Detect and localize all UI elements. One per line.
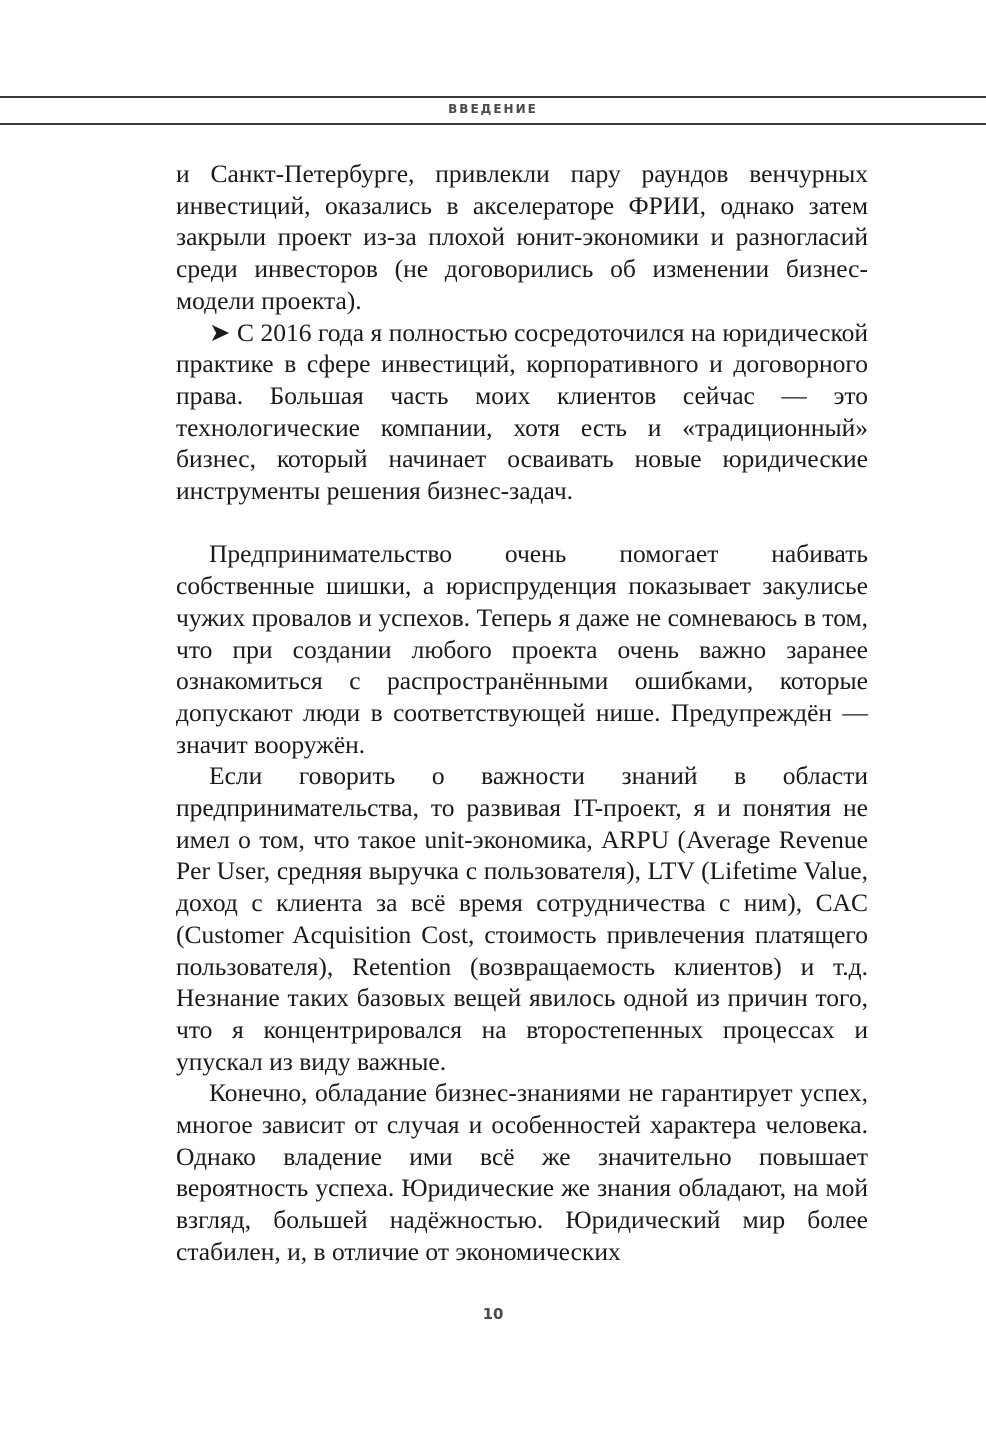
header-rule-bottom <box>0 123 986 125</box>
page-number: 10 <box>482 1305 504 1323</box>
body-text <box>176 158 868 1268</box>
paragraph-4: Если говорить о важности знаний в области предпринимательства, то развивая IT-проект, я и понятия не имел о том, что такое unit-экономика, ARPU (Average Revenue Per User, средняя выручка с пользователя), LTV (Lifetime Value, доход с клиента за всё время сотрудничества с ним), CAC (Customer Acquisition Cost, стоимость привлечения платящего пользователя), Retention (возвращаемость клиентов) и т.д. Незнание таких базовых вещей явилось одной из причин того, что я концентрировался на второстепенных процессах и упускал из виду важные. <box>176 761 868 1076</box>
arrow-bullet-icon: ➤ <box>209 317 231 347</box>
paragraph-3: Предпринимательство очень помогает набивать собственные шишки, а юриспруденция показывает закулисье чужих провалов и успехов. Теперь я даже не сомневаюсь в том, что при создании любого проекта очень важно заранее ознакомиться с распространёнными ошибками, которые допускают люди в соответствующей нише. Предупреждён — значит вооружён. <box>176 539 868 759</box>
paragraph-1: и Санкт-Петербурге, привлекли пару раундов венчурных инвестиций, оказались в акселераторе ФРИИ, однако затем закрыли проект из-за плохой юнит-экономики и разногласий среди инвесторов (не договорились об изменении бизнес-модели проекта). <box>176 159 868 315</box>
paragraph-2-text: С 2016 года я полностью сосредоточился на юридической практике в сфере инвестиций, корпоративного и договорного права. Большая часть моих клиентов сейчас — это технологические компании, хотя есть и «традиционный» бизнес, который начинает осваивать новые юридические инструменты решения бизнес-задач. <box>176 317 868 506</box>
running-head: ВВЕДЕНИЕ <box>448 102 538 116</box>
paragraph-gap <box>176 507 868 539</box>
paragraph-5: Конечно, обладание бизнес-знаниями не гарантирует успех, многое зависит от случая и особенностей характера человека. Однако владение ими всё же значительно повышает вероятность успеха. Юридические же знания обладают, на мой взгляд, большей надёжностью. Юридический мир более стабилен, и, в отличие от экономических <box>176 1078 868 1266</box>
header-rule-top <box>0 96 986 98</box>
paragraph-2-bullet <box>176 317 868 507</box>
